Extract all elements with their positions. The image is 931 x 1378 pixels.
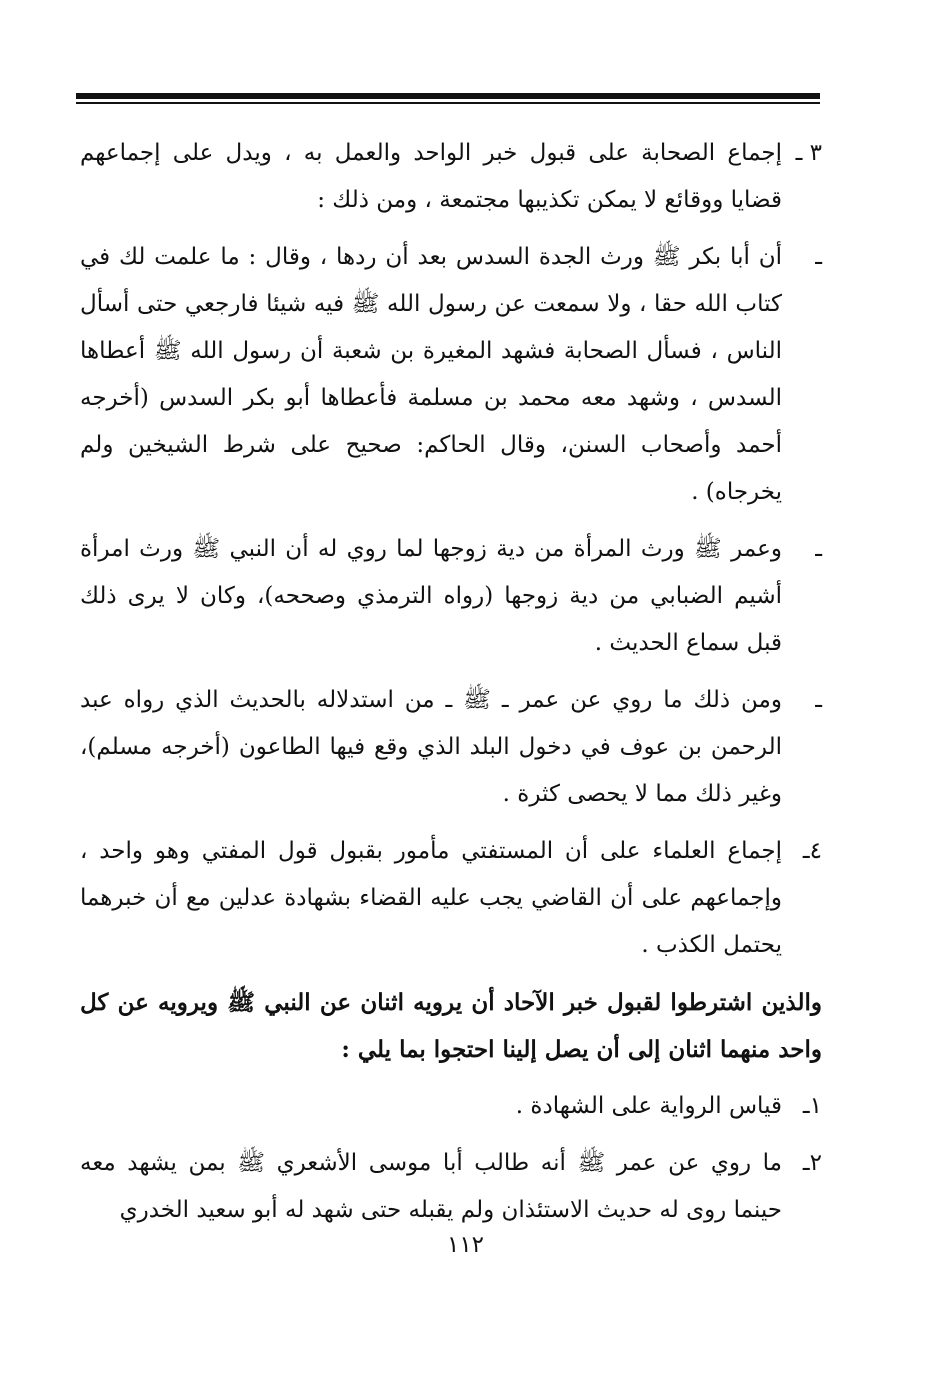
item-marker: ـ [815, 536, 822, 562]
item-text: إجماع الصحابة على قبول خبر الواحد والعمل به ، ويدل على إجماعهم قضايا ووقائع لا يمكن تكذيبها مجتمعة ، ومن ذلك : [80, 140, 782, 213]
item-text: ومن ذلك ما روي عن عمر ـ ﷺ ـ من استدلاله بالحديث الذي رواه عبد الرحمن بن عوف في دخول البلد الذي وقع فيها الطاعون (أخرجه مسلم)، وغير ذلك مما لا يحصى كثرة . [80, 687, 782, 807]
item-marker: ٤ـ [802, 838, 822, 864]
list-item [80, 130, 822, 224]
header-rule-thick [76, 93, 820, 99]
list-item [80, 677, 822, 818]
list-item [80, 526, 822, 667]
list-item [80, 1083, 822, 1130]
item-marker: ـ [815, 687, 822, 713]
item-marker: ٣ ـ [795, 140, 822, 166]
item-text: أن أبا بكر ﷺ ورث الجدة السدس بعد أن ردها ، وقال : ما علمت لك في كتاب الله حقا ، ولا سمعت عن رسول الله ﷺ فيه شيئا فارجعي حتى أسأل الناس ، فسأل الصحابة فشهد المغيرة بن شعبة أن رسول الله ﷺ أعطاها السدس ، وشهد معه محمد بن مسلمة فأعطاها أبو بكر السدس (أخرجه أحمد وأصحاب السنن، وقال الحاكم: صحيح على شرط الشيخين ولم يخرجاه) . [80, 244, 782, 505]
item-text: إجماع العلماء على أن المستفتي مأمور بقبول قول المفتي وهو واحد ، وإجماعهم على أن القاضي يجب عليه القضاء بشهادة عدلين مع أن خبرهما يحتمل الكذب . [80, 838, 782, 958]
header-rule-thin [76, 102, 820, 104]
item-marker: ـ [815, 244, 822, 270]
list-item [80, 234, 822, 516]
item-marker: ٢ـ [802, 1150, 822, 1176]
item-text: وعمر ﷺ ورث المرأة من دية زوجها لما روي له أن النبي ﷺ ورث امرأة أشيم الضبابي من دية زوجها (رواه الترمذي وصححه)، وكان لا يرى ذلك قبل سماع الحديث . [80, 536, 782, 656]
item-text: قياس الرواية على الشهادة . [515, 1093, 782, 1119]
bold-paragraph: والذين اشترطوا لقبول خبر الآحاد أن يرويه اثنان عن النبي ﷺ ويرويه عن كل واحد منهما اثنان إلى أن يصل إلينا احتجوا بما يلي : [80, 989, 822, 1063]
item-marker: ١ـ [802, 1093, 822, 1119]
page-number: ١١٢ [446, 1232, 485, 1258]
page-body [80, 130, 822, 1244]
list-item [80, 828, 822, 969]
item-text: ما روي عن عمر ﷺ أنه طالب أبا موسى الأشعري ﷺ بمن يشهد معه حينما روى له حديث الاستئذان ولم يقبله حتى شهد له أبو سعيد الخدري [80, 1150, 782, 1223]
list-item [80, 1140, 822, 1234]
